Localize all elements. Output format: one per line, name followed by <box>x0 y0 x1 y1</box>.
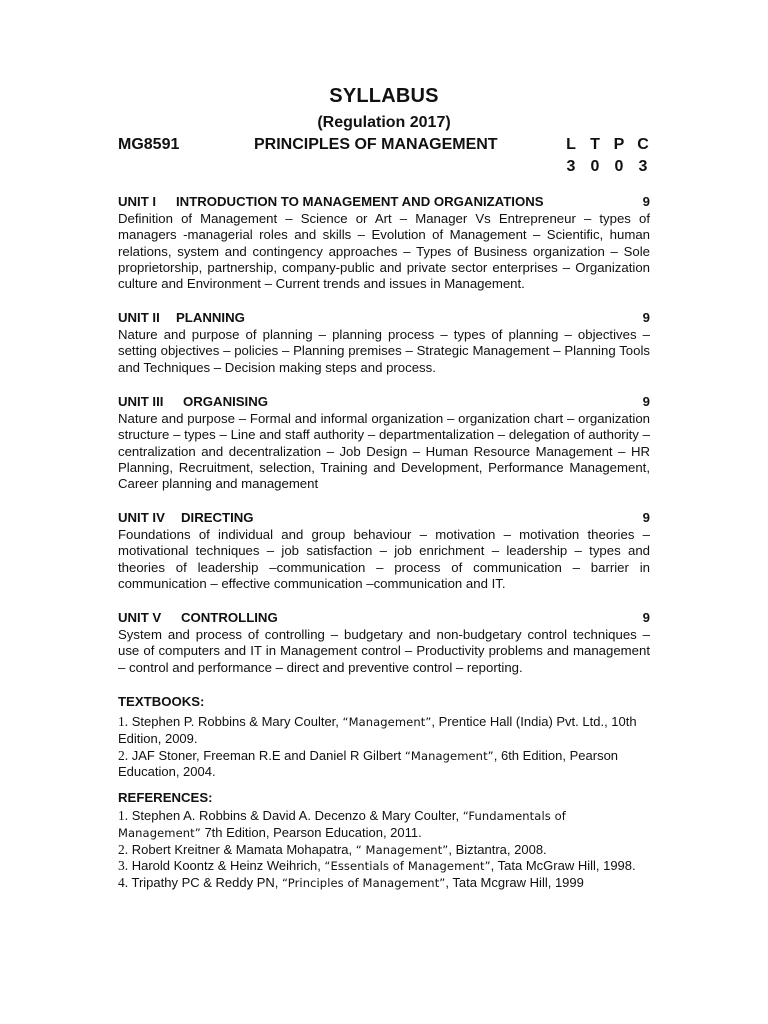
ltpc-values <box>564 158 650 176</box>
reference-authors: Harold Koontz & Heinz Weihrich, <box>128 858 325 874</box>
reference-authors: Stephen A. Robbins & David A. Decenzo & Mary Coulter, <box>128 808 463 823</box>
unit-number: UNIT IV <box>118 510 165 525</box>
reference-item <box>118 808 650 842</box>
reference-number: 3. <box>118 858 129 874</box>
ltpc-label-c: C <box>637 136 649 153</box>
reference-number: 1. <box>118 808 129 823</box>
unit-title: INTRODUCTION TO MANAGEMENT AND ORGANIZATIONS <box>176 194 544 209</box>
reference-number: 2. <box>118 841 129 857</box>
reference-details: 7th Edition, Pearson Education, 2011. <box>200 824 422 840</box>
unit-content: Foundations of individual and group behaviour – motivation – motivation theories – motivational techniques – job satisfaction – job enrichment – leadership – types and theories of leadership –communication – process of communication – barrier in communication – effective communication –communication and IT. <box>118 527 650 591</box>
unit-section <box>118 610 650 676</box>
unit-content: Definition of Management – Science or Art – Manager Vs Entrepreneur – types of managers -managerial roles and skills – Evolution of Management – Scientific, human relations, system and contingency approaches – Types of Business organization – Sole proprietorship, partnership, company-public and private sector enterprises – Organization culture and Environment – Current trends and issues in Management. <box>118 211 650 292</box>
reference-details: , Tata Mcgraw Hill, 1999 <box>445 875 584 891</box>
unit-content: Nature and purpose – Formal and informal organization – organization chart – organization structure – types – Line and staff authority – departmentalization – delegation of authority – centralization and decentralization – Job Design – Human Resource Management – HR Planning, Recruitment, selection, Training and Development, Performance Management, Career planning and management <box>118 411 650 492</box>
reference-number: 4. <box>118 875 129 891</box>
ltpc-label-l: L <box>566 136 576 153</box>
textbook-item <box>118 748 650 782</box>
textbooks-list <box>118 714 650 781</box>
ltpc-value-c: 3 <box>638 158 648 175</box>
unit-title: CONTROLLING <box>181 610 278 625</box>
reference-title: “Fundamentals of Management” <box>118 809 566 840</box>
reference-authors: Tripathy PC & Reddy PN, <box>128 875 283 891</box>
unit-heading <box>118 610 650 626</box>
textbook-details: , 6th Edition, Pearson Education, 2004. <box>118 747 619 780</box>
reference-title: “Principles of Management” <box>282 876 446 891</box>
unit-number: UNIT I <box>118 194 157 209</box>
textbook-title: “Management” <box>404 748 494 763</box>
textbook-item <box>118 714 650 748</box>
unit-content: Nature and purpose of planning – planning process – types of planning – objectives – setting objectives – policies – Planning premises – Strategic Management – Planning Tools and Techniques – Decision making steps and process. <box>118 327 650 375</box>
reference-title: “Essentials of Management” <box>324 859 491 874</box>
references-heading: REFERENCES: <box>118 790 213 805</box>
ltpc-value-l: 3 <box>566 158 576 175</box>
textbook-authors: Stephen P. Robbins & Mary Coulter, <box>128 714 343 729</box>
unit-content: System and process of controlling – budgetary and non-budgetary control techniques – use of computers and IT in Management control – Productivity problems and management – control and performance – direct and preventive control – reporting. <box>118 627 650 675</box>
ltpc-label-t: T <box>590 136 600 153</box>
unit-hours: 9 <box>642 610 650 625</box>
unit-hours: 9 <box>642 194 650 209</box>
textbook-title: “Management” <box>342 715 432 729</box>
course-code: MG8591 <box>118 136 180 153</box>
ltpc-value-t: 0 <box>590 158 600 175</box>
reference-item <box>118 842 650 859</box>
course-name: PRINCIPLES OF MANAGEMENT <box>254 136 498 153</box>
unit-hours: 9 <box>642 394 650 409</box>
unit-section <box>118 194 650 292</box>
ltpc-value-p: 0 <box>614 158 624 175</box>
unit-title: DIRECTING <box>181 510 254 525</box>
reference-item <box>118 858 650 875</box>
unit-section <box>118 310 650 376</box>
unit-heading <box>118 510 650 526</box>
regulation-subtitle: (Regulation 2017) <box>317 114 451 131</box>
unit-hours: 9 <box>642 310 650 325</box>
unit-number: UNIT V <box>118 610 162 625</box>
unit-heading <box>118 394 650 410</box>
textbook-number: 1. <box>118 714 129 729</box>
reference-title: “ Management” <box>355 842 449 857</box>
unit-section <box>118 394 650 492</box>
ltpc-labels <box>564 136 650 154</box>
ltpc-label-p: P <box>613 136 625 153</box>
reference-details: , Biztantra, 2008. <box>448 841 547 857</box>
reference-item <box>118 875 650 892</box>
unit-title: ORGANISING <box>183 394 268 409</box>
unit-heading <box>118 310 650 326</box>
unit-section <box>118 510 650 592</box>
unit-title: PLANNING <box>176 310 245 325</box>
page-title: SYLLABUS <box>329 85 439 107</box>
unit-hours: 9 <box>642 510 650 525</box>
reference-authors: Robert Kreitner & Mamata Mohapatra, <box>128 841 356 857</box>
unit-number: UNIT II <box>118 310 160 325</box>
references-list <box>118 808 650 892</box>
textbooks-heading: TEXTBOOKS: <box>118 694 205 709</box>
textbook-details: , Prentice Hall (India) Pvt. Ltd., 10th Edition, 2009. <box>118 714 637 746</box>
unit-number: UNIT III <box>118 394 164 409</box>
textbook-number: 2. <box>118 747 129 763</box>
reference-details: , Tata McGraw Hill, 1998. <box>490 858 636 874</box>
textbook-authors: JAF Stoner, Freeman R.E and Daniel R Gilbert <box>128 747 405 763</box>
unit-heading <box>118 194 650 210</box>
